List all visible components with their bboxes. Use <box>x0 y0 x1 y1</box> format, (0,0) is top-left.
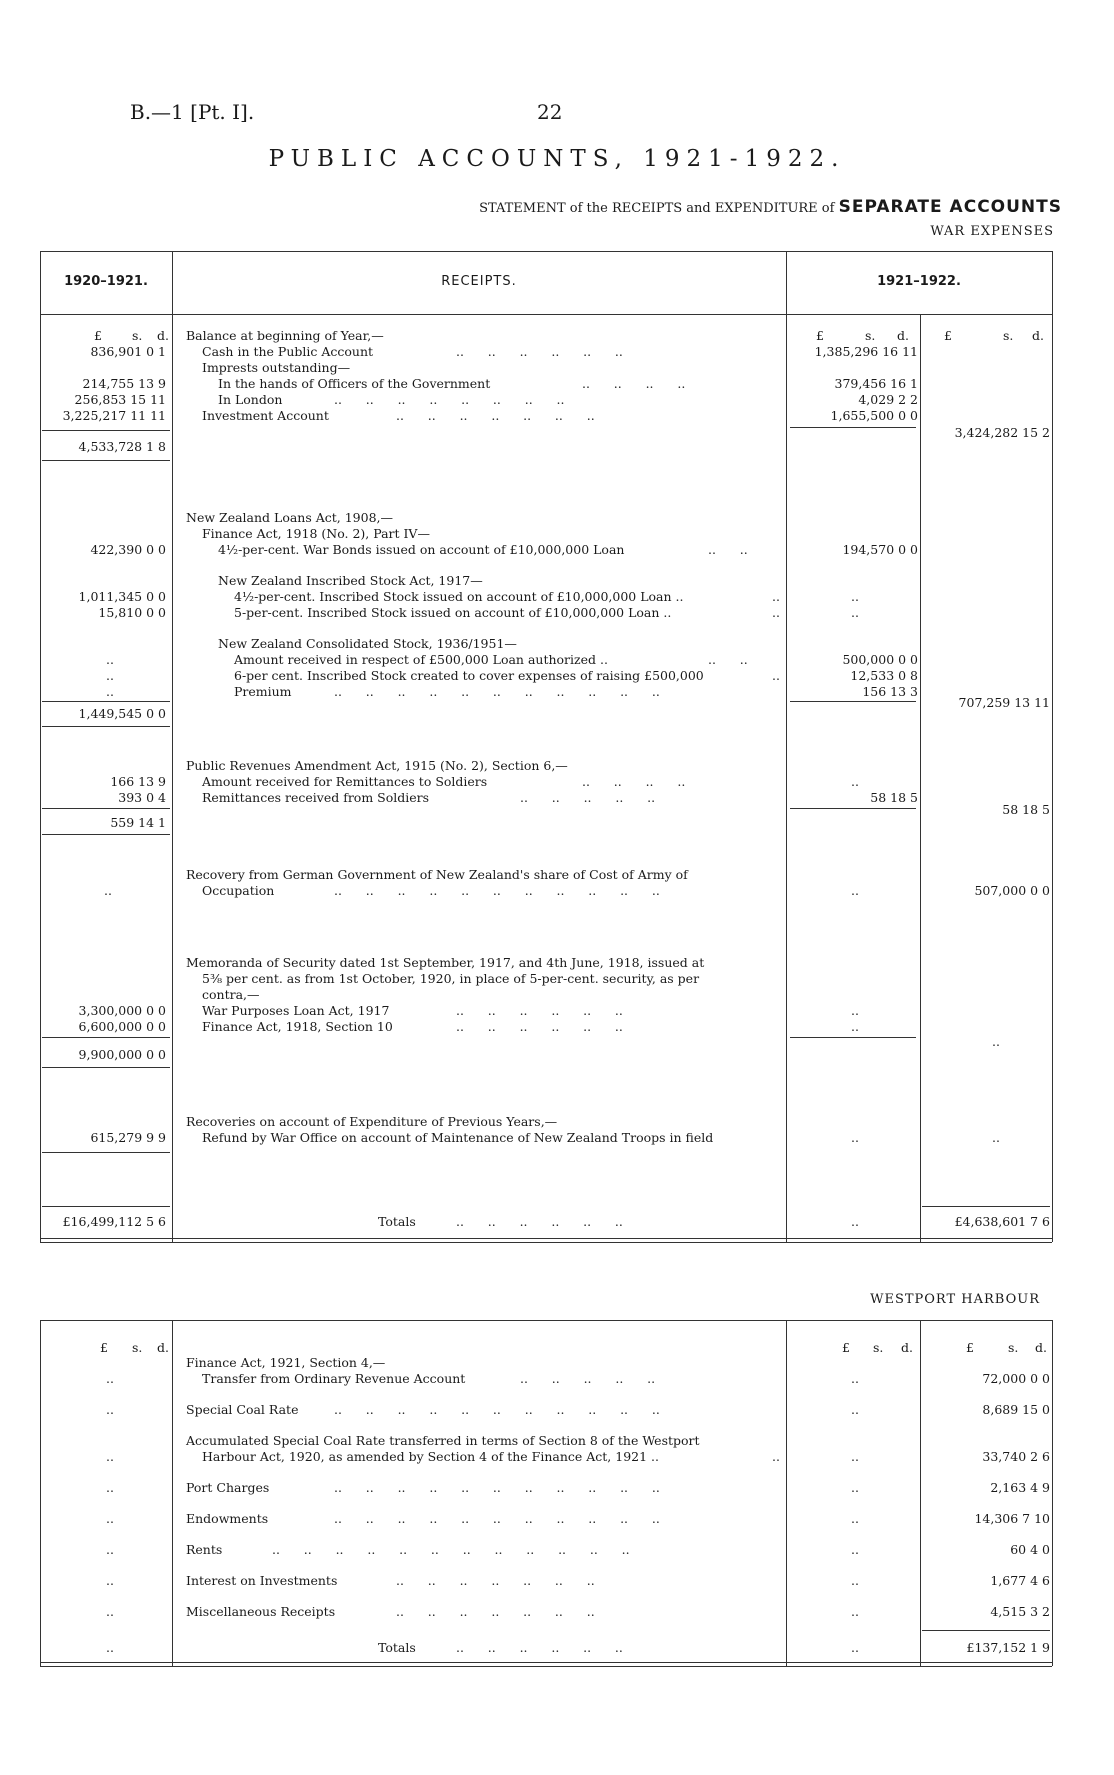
header-rule <box>40 314 1052 315</box>
total-rule <box>42 1206 170 1207</box>
mid-value: .. <box>851 1371 859 1386</box>
loans-ins5: 5-per-cent. Inscribed Stock issued on account of £10,000,000 Loan .. <box>234 605 672 620</box>
subtotal-rule <box>42 834 170 835</box>
mid-value: .. <box>851 1130 859 1145</box>
right-border <box>1052 251 1053 1242</box>
dot-leader: .. .. .. .. .. .. .. <box>396 1604 595 1619</box>
mid-value: 379,456 16 1 <box>834 376 918 391</box>
dot-leader: .. .. .. .. .. .. <box>456 1640 623 1655</box>
memo-line3: contra,— <box>202 987 260 1002</box>
document-reference: B.—1 [Pt. I]. <box>130 100 255 124</box>
unit-pound: £ <box>100 1340 108 1355</box>
prev-value: 15,810 0 0 <box>98 605 166 620</box>
mid-value: .. <box>851 1511 859 1526</box>
right-value: 58 18 5 <box>1002 802 1050 817</box>
dot-leader: .. .. .. .. .. .. .. .. .. .. .. <box>334 1402 660 1417</box>
wp-port: Port Charges <box>186 1480 270 1495</box>
prev-value: .. <box>106 1573 114 1588</box>
mid-rule <box>790 1037 916 1038</box>
mid-value: .. <box>851 1573 859 1588</box>
dot-leader: .. .. <box>708 652 748 667</box>
loans-consol: New Zealand Consolidated Stock, 1936/1951— <box>218 636 517 651</box>
mid-value: .. <box>851 589 859 604</box>
page-title: PUBLIC ACCOUNTS, 1921-1922. <box>268 146 846 172</box>
prev-value: 422,390 0 0 <box>90 542 166 557</box>
col-divider-3 <box>920 314 921 1242</box>
right-value: 4,515 3 2 <box>990 1604 1050 1619</box>
prev-grand-total: £16,499,112 5 6 <box>62 1214 166 1229</box>
mid-value: .. <box>851 1640 859 1655</box>
mid-value: 4,029 2 2 <box>858 392 918 407</box>
prev-value: 393 0 4 <box>118 790 166 805</box>
german-line1: Recovery from German Government of New Zealand's share of Cost of Army of <box>186 867 688 882</box>
dot-leader: .. .. .. .. .. .. .. .. .. .. .. <box>334 1511 660 1526</box>
col-divider-2 <box>786 1320 787 1666</box>
table-bottom-rule <box>40 1662 1052 1663</box>
remit-amount: Amount received for Remittances to Soldiers <box>202 774 488 789</box>
mid-rule <box>790 701 916 702</box>
memo-fin: Finance Act, 1918, Section 10 <box>202 1019 393 1034</box>
mid-value: .. <box>851 1214 859 1229</box>
wp-accum2: Harbour Act, 1920, as amended by Section 4 of the Finance Act, 1921 .. <box>202 1449 659 1464</box>
dot-leader: .. .. .. .. .. .. <box>456 1019 623 1034</box>
totals-label: Totals <box>378 1214 416 1229</box>
loans-six: 6-per cent. Inscribed Stock created to cover expenses of raising £500,000 <box>234 668 704 683</box>
prev-value: 1,011,345 0 0 <box>78 589 166 604</box>
dot-leader: .. <box>772 605 780 620</box>
table-bottom-rule-2 <box>40 1666 1052 1667</box>
dot-leader: .. .. .. .. .. .. .. .. .. .. .. <box>334 1480 660 1495</box>
right-grand-total: £4,638,601 7 6 <box>954 1214 1050 1229</box>
right-value: 8,689 15 0 <box>982 1402 1050 1417</box>
subtotal-rule <box>42 701 170 702</box>
subtotal-rule <box>42 460 170 461</box>
balance-heading: Balance at beginning of Year,— <box>186 328 384 343</box>
mid-value: 500,000 0 0 <box>842 652 918 667</box>
right-grand-total: £137,152 1 9 <box>966 1640 1050 1655</box>
mid-value: .. <box>851 774 859 789</box>
unit-shilling: s. <box>865 328 876 343</box>
mid-value: .. <box>851 1480 859 1495</box>
balance-imprests: Imprests outstanding— <box>202 360 351 375</box>
unit-pound: £ <box>816 328 824 343</box>
prev-subtotal: 9,900,000 0 0 <box>78 1047 166 1062</box>
loans-inscribed: New Zealand Inscribed Stock Act, 1917— <box>218 573 483 588</box>
unit-shilling: s. <box>873 1340 884 1355</box>
subtotal-rule <box>42 808 170 809</box>
prev-value: .. <box>106 668 114 683</box>
col-divider-2 <box>786 251 787 1242</box>
prev-value: .. <box>104 883 112 898</box>
german-line2: Occupation <box>202 883 275 898</box>
memo-war: War Purposes Loan Act, 1917 <box>202 1003 390 1018</box>
mid-value: .. <box>851 1542 859 1557</box>
dot-leader: .. .. .. .. .. .. .. <box>396 408 595 423</box>
dot-leader: .. .. .. .. .. .. <box>456 1003 623 1018</box>
prev-value: 6,600,000 0 0 <box>78 1019 166 1034</box>
right-border <box>1052 1320 1053 1666</box>
table-top-rule <box>40 251 1052 252</box>
right-value: 2,163 4 9 <box>990 1480 1050 1495</box>
right-value: 707,259 13 11 <box>958 695 1050 710</box>
prev-value: 214,755 13 9 <box>82 376 166 391</box>
wp-accum1: Accumulated Special Coal Rate transferred in terms of Section 8 of the Westport <box>186 1433 700 1448</box>
subtotal-rule <box>42 1067 170 1068</box>
dot-leader: .. .. .. .. .. <box>520 790 656 805</box>
left-border <box>40 251 41 1242</box>
prev-subtotal: 559 14 1 <box>110 815 166 830</box>
wp-misc: Miscellaneous Receipts <box>186 1604 336 1619</box>
dot-leader: .. .. .. .. .. <box>520 1371 656 1386</box>
subtotal-rule <box>42 430 170 431</box>
unit-pence: d. <box>157 1340 169 1355</box>
mid-value: .. <box>851 1604 859 1619</box>
mid-value: .. <box>851 1003 859 1018</box>
subtotal-rule <box>42 1152 170 1153</box>
balance-london: In London <box>218 392 283 407</box>
prev-value: .. <box>106 1604 114 1619</box>
col-divider-3 <box>920 1320 921 1666</box>
dot-leader: .. .. .. .. <box>582 376 686 391</box>
loans-heading: New Zealand Loans Act, 1908,— <box>186 510 394 525</box>
loans-premium: Premium <box>234 684 292 699</box>
section-westport-harbour: WESTPORT HARBOUR <box>870 1292 1040 1307</box>
right-value: 3,424,282 15 2 <box>954 425 1050 440</box>
loans-warbonds: 4½-per-cent. War Bonds issued on account of £10,000,000 Loan <box>218 542 625 557</box>
unit-pence: d. <box>1032 328 1044 343</box>
unit-pound: £ <box>842 1340 850 1355</box>
right-value: 1,677 4 6 <box>990 1573 1050 1588</box>
right-value: 72,000 0 0 <box>982 1371 1050 1386</box>
unit-pence: d. <box>157 328 169 343</box>
unit-shilling: s. <box>1008 1340 1019 1355</box>
unit-shilling: s. <box>132 1340 143 1355</box>
dot-leader: .. .. .. .. <box>582 774 686 789</box>
col-header-1921: 1921–1922. <box>877 274 961 289</box>
dot-leader: .. .. .. .. .. .. .. <box>396 1573 595 1588</box>
wp-coal: Special Coal Rate <box>186 1402 299 1417</box>
unit-pound: £ <box>966 1340 974 1355</box>
dot-leader: .. .. <box>708 542 748 557</box>
wp-transfer: Transfer from Ordinary Revenue Account <box>202 1371 466 1386</box>
wp-rents: Rents <box>186 1542 223 1557</box>
col-header-1920: 1920–1921. <box>64 274 148 289</box>
mid-value: 194,570 0 0 <box>842 542 918 557</box>
mid-value: 156 13 3 <box>862 684 918 699</box>
memo-line1: Memoranda of Security dated 1st September, 1917, and 4th June, 1918, issued at <box>186 955 705 970</box>
dot-leader: .. .. .. .. .. .. <box>456 344 623 359</box>
statement-heading <box>479 197 1062 217</box>
mid-value: .. <box>851 1402 859 1417</box>
table-bottom-rule-2 <box>40 1242 1052 1243</box>
wp-totals-label: Totals <box>378 1640 416 1655</box>
loans-finance: Finance Act, 1918 (No. 2), Part IV— <box>202 526 430 541</box>
wp-finance: Finance Act, 1921, Section 4,— <box>186 1355 386 1370</box>
right-value: 60 4 0 <box>1010 1542 1050 1557</box>
dot-leader: .. <box>772 589 780 604</box>
right-value: 14,306 7 10 <box>974 1511 1050 1526</box>
prev-value: .. <box>106 652 114 667</box>
loans-amount: Amount received in respect of £500,000 Loan authorized .. <box>234 652 608 667</box>
prev-value: .. <box>106 1511 114 1526</box>
col-divider-1 <box>172 1320 173 1666</box>
prev-value: .. <box>106 684 114 699</box>
unit-pound: £ <box>94 328 102 343</box>
page-number: 22 <box>537 100 563 124</box>
mid-value: .. <box>851 605 859 620</box>
prev-subtotal: 1,449,545 0 0 <box>78 706 166 721</box>
dot-leader: .. .. .. .. .. .. <box>456 1214 623 1229</box>
prev-value: 166 13 9 <box>110 774 166 789</box>
dot-leader: .. .. .. .. .. .. .. .. .. .. .. <box>334 883 660 898</box>
recov-refund: Refund by War Office on account of Maintenance of New Zealand Troops in field <box>202 1130 714 1145</box>
recov-heading: Recoveries on account of Expenditure of Previous Years,— <box>186 1114 558 1129</box>
col-divider-1 <box>172 251 173 1242</box>
col-header-receipts: RECEIPTS. <box>441 274 517 289</box>
prev-value: .. <box>106 1542 114 1557</box>
dot-leader: .. <box>772 1449 780 1464</box>
mid-value: .. <box>851 1019 859 1034</box>
right-value: .. <box>992 1034 1000 1049</box>
prev-value: .. <box>106 1371 114 1386</box>
prev-value: 615,279 9 9 <box>90 1130 166 1145</box>
mid-value: 12,533 0 8 <box>850 668 918 683</box>
statement-bold: SEPARATE ACCOUNTS <box>838 197 1062 217</box>
table-top-rule <box>40 1320 1052 1321</box>
subtotal-rule <box>42 1037 170 1038</box>
subtotal-rule <box>42 726 170 727</box>
prev-value: 256,853 15 11 <box>74 392 166 407</box>
wp-interest: Interest on Investments <box>186 1573 338 1588</box>
wp-endow: Endowments <box>186 1511 269 1526</box>
prev-value: .. <box>106 1449 114 1464</box>
prev-value: 836,901 0 1 <box>90 344 166 359</box>
loans-ins45: 4½-per-cent. Inscribed Stock issued on account of £10,000,000 Loan .. <box>234 589 684 604</box>
prev-value: 3,300,000 0 0 <box>78 1003 166 1018</box>
prev-value: 3,225,217 11 11 <box>62 408 166 423</box>
remit-heading: Public Revenues Amendment Act, 1915 (No. 2), Section 6,— <box>186 758 568 773</box>
left-border <box>40 1320 41 1666</box>
section-war-expenses: WAR EXPENSES <box>930 224 1054 239</box>
memo-line2: 5⅜ per cent. as from 1st October, 1920, in place of 5-per-cent. security, as per <box>202 971 700 986</box>
table-bottom-rule <box>40 1238 1052 1239</box>
prev-value: .. <box>106 1640 114 1655</box>
mid-value: 58 18 5 <box>870 790 918 805</box>
mid-value: .. <box>851 883 859 898</box>
statement-prefix: STATEMENT of the RECEIPTS and EXPENDITURE of <box>479 201 835 216</box>
unit-pound: £ <box>944 328 952 343</box>
prev-value: .. <box>106 1402 114 1417</box>
dot-leader: .. .. .. .. .. .. .. .. <box>334 392 565 407</box>
unit-pence: d. <box>897 328 909 343</box>
total-rule <box>922 1630 1050 1631</box>
total-rule <box>922 1206 1050 1207</box>
mid-rule <box>790 427 916 428</box>
prev-subtotal: 4,533,728 1 8 <box>78 439 166 454</box>
mid-rule <box>790 808 916 809</box>
balance-investment: Investment Account <box>202 408 329 423</box>
dot-leader: .. .. .. .. .. .. .. .. .. .. .. <box>334 684 660 699</box>
right-value: 33,740 2 6 <box>982 1449 1050 1464</box>
prev-value: .. <box>106 1480 114 1495</box>
dot-leader: .. <box>772 668 780 683</box>
balance-cash: Cash in the Public Account <box>202 344 374 359</box>
unit-shilling: s. <box>1003 328 1014 343</box>
unit-pence: d. <box>1035 1340 1047 1355</box>
unit-shilling: s. <box>132 328 143 343</box>
right-value: 507,000 0 0 <box>974 883 1050 898</box>
mid-value: 1,655,500 0 0 <box>830 408 918 423</box>
mid-value: .. <box>851 1449 859 1464</box>
mid-value: 1,385,296 16 11 <box>814 344 918 359</box>
dot-leader: .. .. .. .. .. .. .. .. .. .. .. .. <box>272 1542 630 1557</box>
balance-officers: In the hands of Officers of the Government <box>218 376 491 391</box>
right-value: .. <box>992 1130 1000 1145</box>
unit-pence: d. <box>901 1340 913 1355</box>
remit-from: Remittances received from Soldiers <box>202 790 430 805</box>
